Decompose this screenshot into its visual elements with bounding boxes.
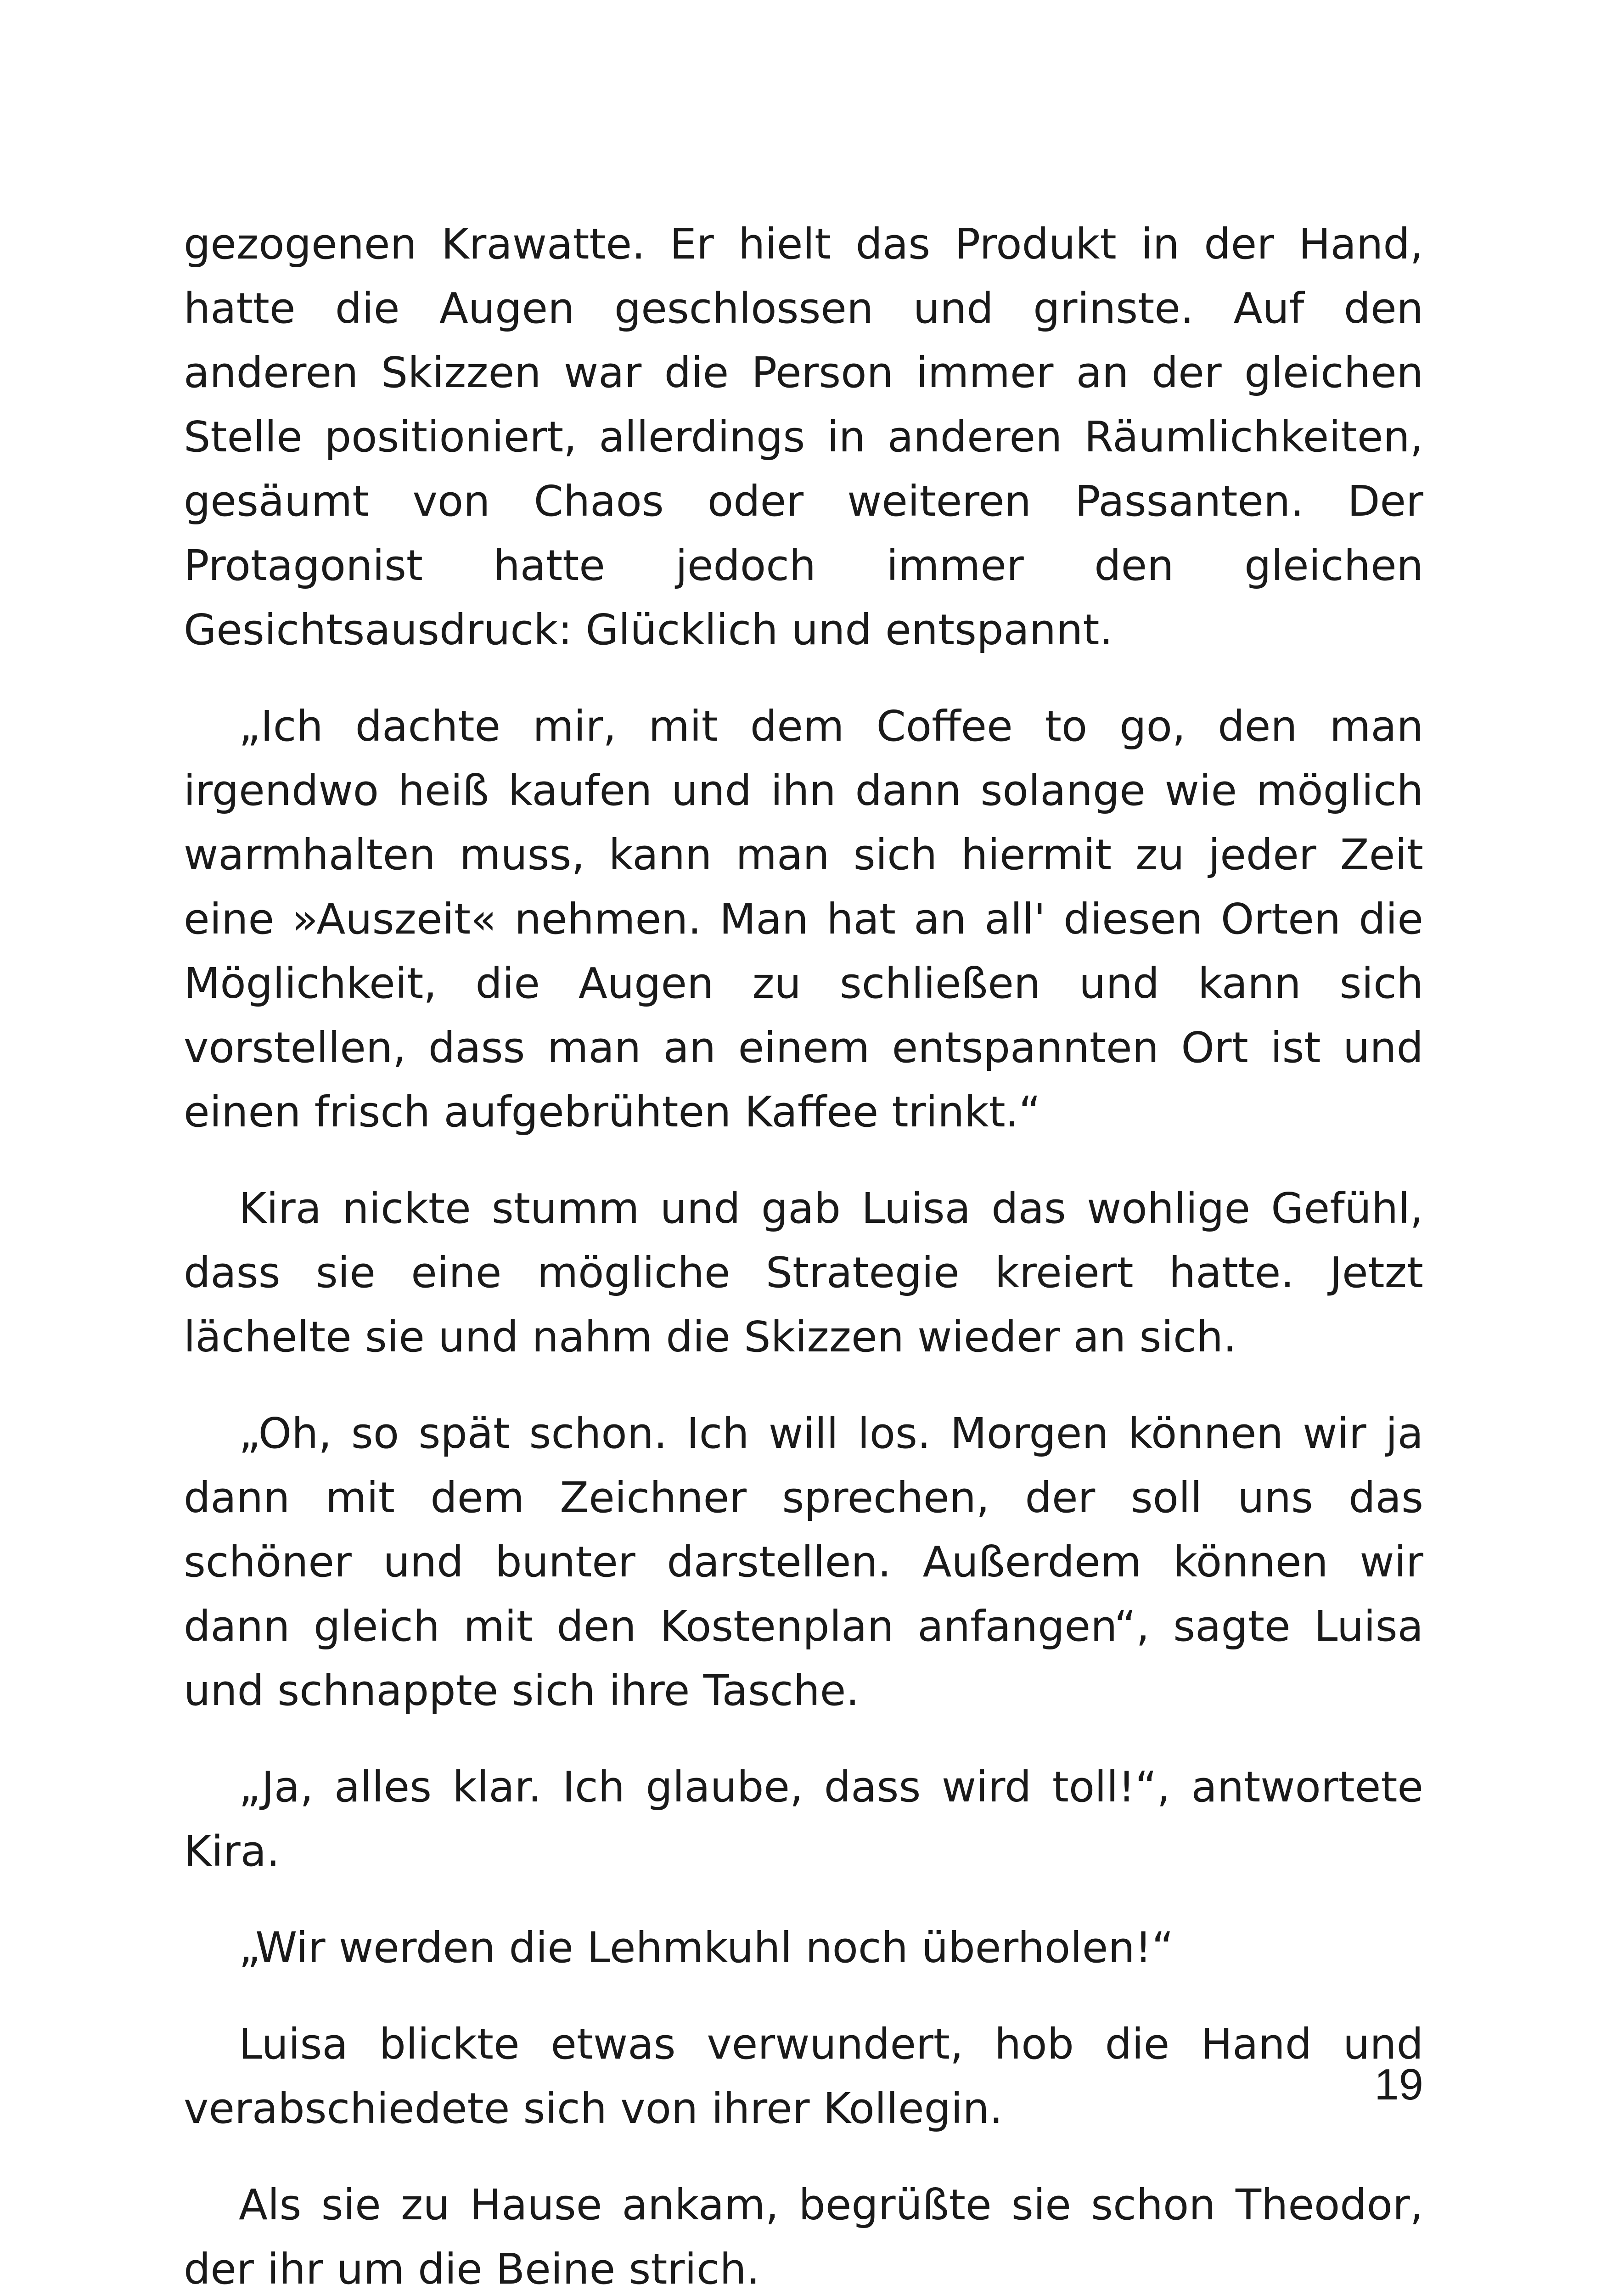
paragraph-1: gezogenen Krawatte. Er hielt das Produkt in der Hand, hatte die Augen geschlossen und grinste. Auf den anderen Skizzen war die Person immer an der gleichen Stelle positioniert, allerdings in anderen Räumlichkeiten, gesäumt von Chaos oder weiteren Passanten. Der Protagonist hatte jedoch immer den gleichen Gesichtsausdruck: Glücklich und entspannt.: [184, 219, 1423, 654]
paragraph-5: „Ja, alles klar. Ich glaube, dass wird toll!“, antwortete Kira.: [184, 1762, 1423, 1876]
paragraph-8: Als sie zu Hause ankam, begrüßte sie schon Theodor, der ihr um die Beine strich.: [184, 2180, 1423, 2294]
page-number: 19: [1374, 2060, 1423, 2109]
paragraph-6: „Wir werden die Lehmkuhl noch überholen!“: [239, 1923, 1174, 1972]
paragraph-7: Luisa blickte etwas verwundert, hob die Hand und verabschiedete sich von ihrer Kollegin.: [184, 2020, 1423, 2133]
paragraph-2: „Ich dachte mir, mit dem Coffee to go, den man irgendwo heiß kaufen und ihn dann solange wie möglich warmhalten muss, kann man sich hiermit zu jeder Zeit eine »Auszeit« nehmen. Man hat an all' diesen Orten die Möglichkeit, die Augen zu schließen und kann sich vorstellen, dass man an einem entspannten Ort ist und einen frisch aufgebrühten Kaffee trinkt.“: [184, 702, 1423, 1137]
paragraph-4: „Oh, so spät schon. Ich will los. Morgen können wir ja dann mit dem Zeichner sprechen, der soll uns das schöner und bunter darstellen. Außerdem können wir dann gleich mit den Kostenplan anfangen“, sagte Luisa und schnappte sich ihre Tasche.: [184, 1409, 1423, 1715]
body-text: [184, 212, 1423, 2296]
paragraph-3: Kira nickte stumm und gab Luisa das wohlige Gefühl, dass sie eine mögliche Strategie kreiert hatte. Jetzt lächelte sie und nahm die Skizzen wieder an sich.: [184, 1184, 1423, 1362]
